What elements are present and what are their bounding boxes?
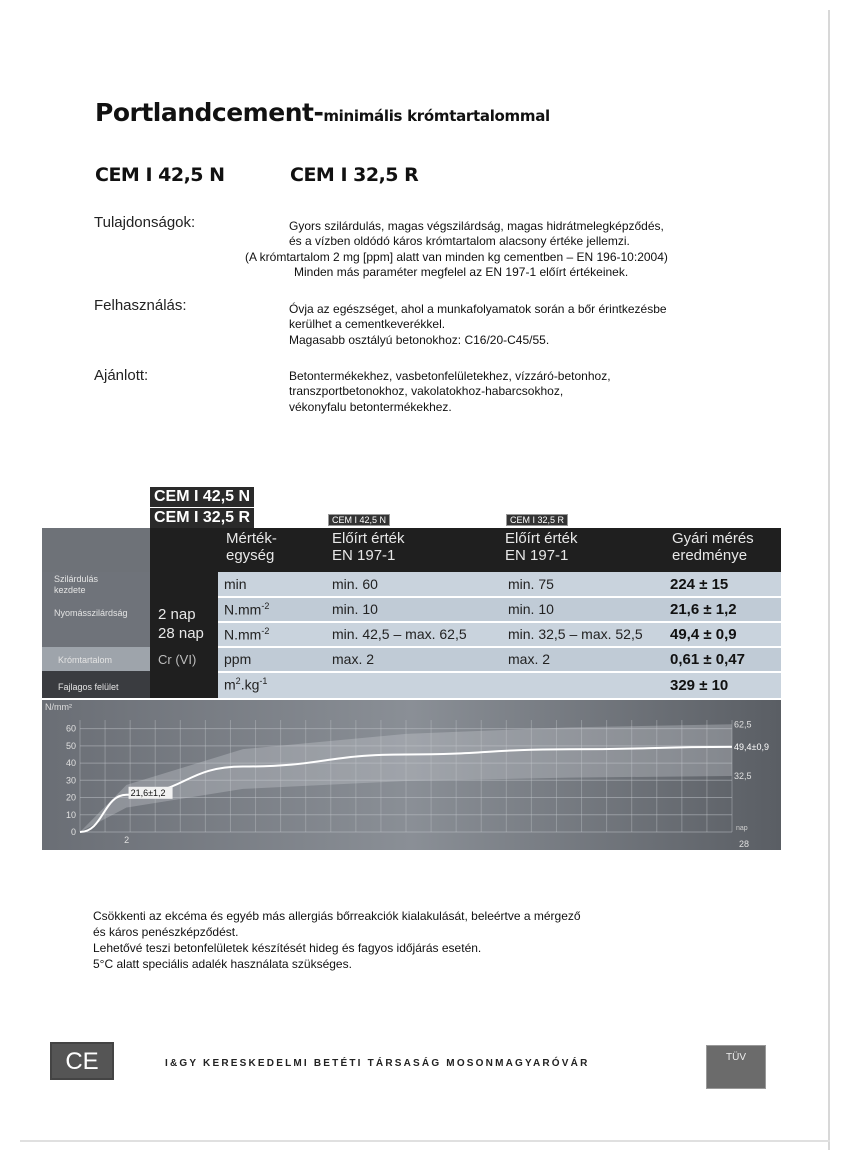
- mini-tag-32: CEM I 32,5 R: [506, 514, 568, 526]
- section-label-recommended: Ajánlott:: [94, 367, 149, 384]
- page-title: [95, 98, 550, 127]
- chart-ylabel: N/mm²: [45, 702, 72, 712]
- y-tick-label: 40: [65, 758, 76, 769]
- side-label: Szilárdulás: [54, 574, 99, 584]
- side-label: kezdete: [54, 585, 86, 595]
- section-label-usage: Felhasználás:: [94, 297, 187, 314]
- cell-42: min. 60: [332, 576, 378, 592]
- table-tag-42: CEM I 42,5 N: [150, 487, 254, 507]
- cell-unit: $N.mm^{-2}$: [224, 601, 270, 618]
- title-sub: minimális krómtartalommal: [323, 107, 550, 125]
- tuv-logo-icon: [706, 1045, 766, 1089]
- section-label-properties: Tulajdonságok:: [94, 214, 196, 231]
- cell-unit: $N.mm^{-2}$: [224, 626, 270, 643]
- col-header-unit: Mérték- egység: [226, 530, 277, 564]
- page-edge: [828, 10, 830, 1150]
- table-header-band: [42, 528, 781, 572]
- annotation-label: 49,4±0,9: [734, 741, 769, 752]
- company-name: I&GY KERESKEDELMI BETÉTI TÁRSASÁG MOSONMAGYARÓVÁR: [165, 1058, 590, 1069]
- x-tick-label: 2: [124, 835, 130, 845]
- tuv-label: TÜV: [726, 1052, 746, 1063]
- recommended-line: Betontermékekhez, vasbetonfelületekhez, vízzáró-betonhoz,: [289, 369, 611, 383]
- side-label: Fajlagos felület: [58, 682, 119, 692]
- mini-tag-42: CEM I 42,5 N: [328, 514, 390, 526]
- cell-result: 329 ± 10: [670, 677, 729, 694]
- mid-label: Cr (VI): [158, 652, 197, 667]
- cell-result: 49,4 ± 0,9: [670, 626, 737, 643]
- table-tag-32: CEM I 32,5 R: [150, 508, 254, 528]
- annotation-label: 32,5: [734, 771, 752, 781]
- footer-line: Csökkenti az ekcéma és egyéb más allergiás bőrreakciók kialakulását, beleértve a mérgező: [93, 909, 581, 923]
- usage-line: kerülhet a cementkeverékkel.: [289, 317, 446, 331]
- x-unit-label: nap: [736, 825, 748, 832]
- table-row: [218, 673, 781, 698]
- cell-unit: min: [224, 576, 247, 592]
- side-label: Krómtartalom: [58, 655, 113, 665]
- y-tick-label: 50: [65, 740, 76, 751]
- cell-32: min. 10: [508, 601, 554, 617]
- properties-line: (A krómtartalom 2 mg [ppm] alatt van minden kg cementben – EN 196-10:2004): [245, 250, 668, 264]
- footer-line: és káros penészképződést.: [93, 925, 239, 939]
- table-row: [218, 572, 781, 596]
- cell-42: min. 42,5 – max. 62,5: [332, 626, 467, 642]
- recommended-line: transzportbetonokhoz, vakolatokhoz-habarcsokhoz,: [289, 384, 564, 398]
- annotation-label: 21,6±1,2: [130, 787, 166, 798]
- properties-line: Minden más paraméter megfelel az EN 197-1 előírt értékeinek.: [294, 265, 629, 279]
- side-label: Nyomásszilárdság: [54, 608, 128, 618]
- cell-32: max. 2: [508, 651, 551, 667]
- table-row: [218, 648, 781, 671]
- col-header-32: Előírt érték EN 197-1: [505, 530, 578, 564]
- footer-text: [93, 908, 581, 972]
- mid-label: 28 nap: [158, 625, 204, 642]
- x-tick-label: 28: [738, 839, 750, 849]
- cell-result: 224 ± 15: [670, 576, 729, 593]
- properties-line: Gyors szilárdulás, magas végszilárdság, magas hidrátmelegképződés,: [289, 219, 664, 233]
- table-row: [218, 623, 781, 646]
- col-header-42: Előírt érték EN 197-1: [332, 530, 405, 564]
- y-tick-label: 30: [65, 775, 76, 786]
- y-tick-label: 0: [70, 827, 76, 837]
- recommended-line: vékonyfalu betontermékekhez.: [289, 400, 452, 414]
- cell-32: min. 75: [508, 576, 554, 592]
- cell-unit: ppm: [224, 651, 252, 667]
- footer-line: 5°C alatt speciális adalék használata szükséges.: [93, 957, 352, 971]
- col-header-result: Gyári mérés eredménye: [672, 530, 754, 564]
- properties-line: és a vízben oldódó káros krómtartalom alacsony értéke jellemzi.: [289, 234, 630, 248]
- table-header-left: [42, 528, 150, 572]
- table-row: [218, 598, 781, 621]
- mid-label: 2 nap: [158, 606, 196, 623]
- y-tick-label: 20: [65, 792, 76, 803]
- cell-result: 0,61 ± 0,47: [670, 651, 745, 668]
- strength-chart: [42, 700, 781, 850]
- y-tick-label: 60: [65, 723, 76, 734]
- cell-42: max. 2: [332, 651, 375, 667]
- annotation-label: 62,5: [734, 719, 752, 730]
- y-tick-label: 10: [65, 809, 76, 820]
- ce-mark-icon: CE: [50, 1042, 114, 1080]
- cem-header-32: CEM I 32,5 R: [290, 164, 419, 186]
- usage-line: Magasabb osztályú betonokhoz: C16/20-C45/55.: [289, 333, 550, 347]
- cell-unit: $m^2.kg^{-1}$: [224, 676, 268, 693]
- cem-header-42: CEM I 42,5 N: [95, 164, 225, 186]
- page-edge: [20, 1140, 830, 1142]
- cell-42: min. 10: [332, 601, 378, 617]
- usage-line: Óvja az egészséget, ahol a munkafolyamatok során a bőr érintkezésbe: [289, 302, 667, 316]
- cell-result: 21,6 ± 1,2: [670, 601, 737, 618]
- cell-32: min. 32,5 – max. 52,5: [508, 626, 643, 642]
- title-main: Portlandcement-: [95, 98, 324, 127]
- footer-line: Lehetővé teszi betonfelületek készítését hideg és fagyos időjárás esetén.: [93, 941, 482, 955]
